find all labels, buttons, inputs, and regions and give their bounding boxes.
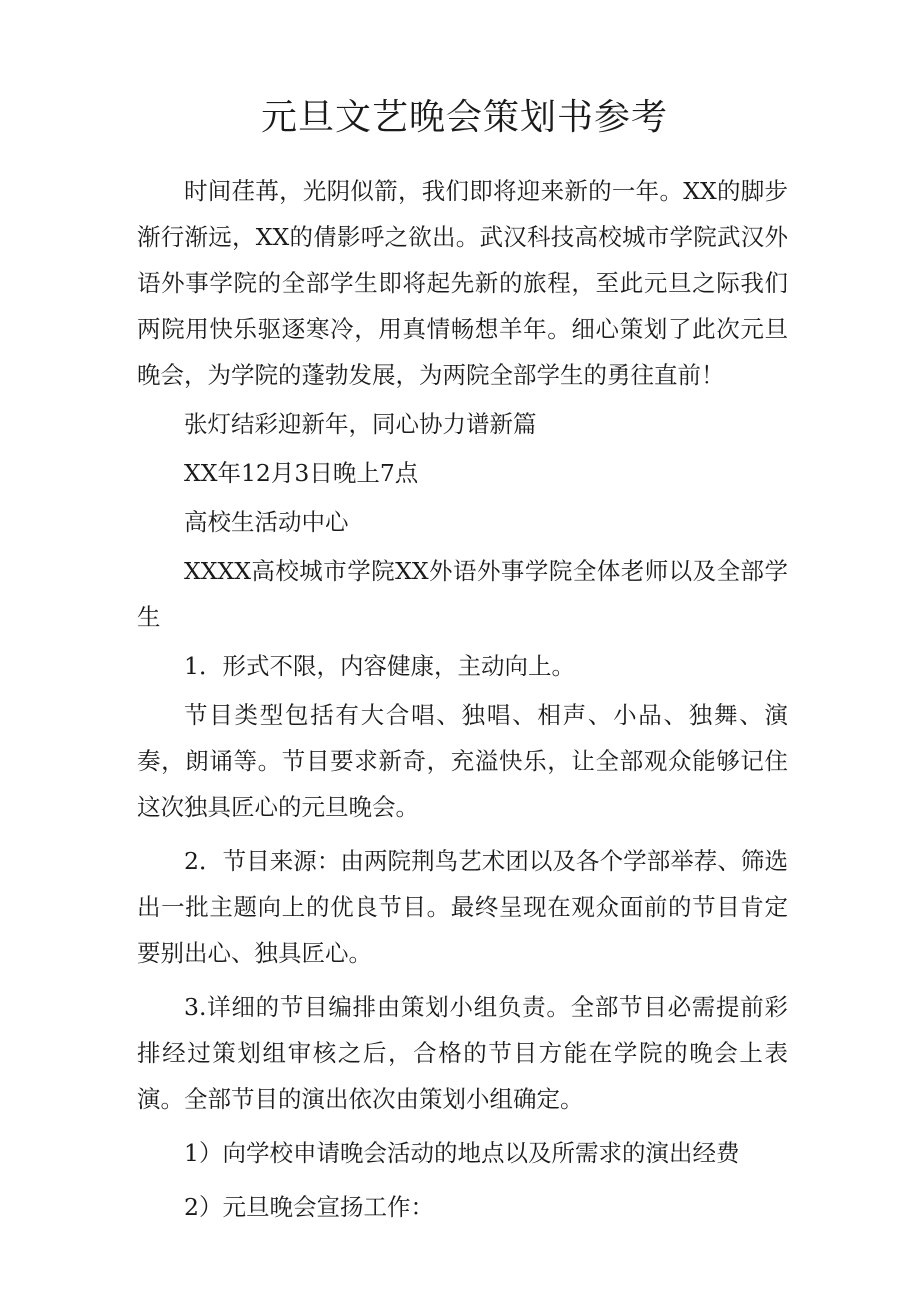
paragraph-audience: XXXX高校城市学院XX外语外事学院全体老师以及全部学生 bbox=[137, 557, 788, 631]
paragraph-program-types: 节目类型包括有大合唱、独唱、相声、小品、独舞、演奏，朗诵等。节目要求新奇，充溢快乐，让全部观众能够记住这次独具匠心的元旦晚会。 bbox=[137, 701, 788, 821]
paragraph-item-2: 2．节目来源：由两院荆鸟艺术团以及各个学部举荐、筛选出一批主题向上的优良节目。最终呈现在观众面前的节目肯定要别出心、独具匠心。 bbox=[137, 847, 788, 967]
paragraph-item-1: 1．形式不限，内容健康，主动向上。 bbox=[184, 652, 575, 680]
paragraph-step-1: 1）向学校申请晚会活动的地点以及所需求的演出经费 bbox=[184, 1139, 740, 1167]
paragraph-time: XX年12月3日晚上7点 bbox=[184, 459, 419, 487]
document-body bbox=[137, 168, 788, 1230]
document-title: 元旦文艺晚会策划书参考 bbox=[260, 97, 668, 138]
paragraph-theme: 张灯结彩迎新年，同心协力谱新篇 bbox=[184, 410, 537, 438]
paragraph-item-3: 3.详细的节目编排由策划小组负责。全部节目必需提前彩排经过策划组审核之后，合格的节目方能在学院的晚会上表演。全部节目的演出依次由策划小组确定。 bbox=[137, 993, 788, 1113]
paragraph-step-2: 2）元旦晚会宣扬工作： bbox=[184, 1193, 434, 1221]
paragraph-venue: 高校生活动中心 bbox=[184, 508, 349, 536]
paragraph-intro: 时间荏苒，光阴似箭，我们即将迎来新的一年。XX的脚步渐行渐远，XX的倩影呼之欲出。武汉科技高校城市学院武汉外语外事学院的全部学生即将起先新的旅程，至此元旦之际我们两院用快乐驱逐寒冷，用真情畅想羊年。细心策划了此次元旦晚会，为学院的蓬勃发展，为两院全部学生的勇往直前！ bbox=[137, 177, 788, 389]
